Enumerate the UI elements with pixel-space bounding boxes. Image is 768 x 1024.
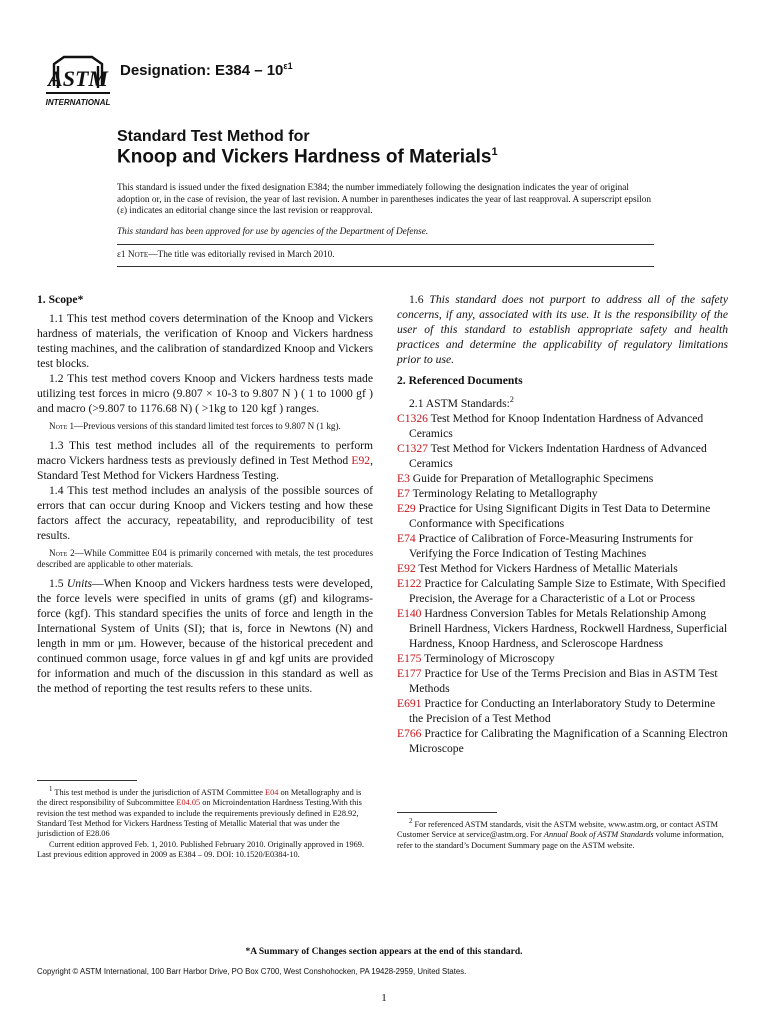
reference-item <box>397 531 728 561</box>
note-1: Note 1—Previous versions of this standard limited test forces to 9.807 N (1 kg). <box>49 421 341 431</box>
para-1-5: 1.5 Units—When Knoop and Vickers hardness tests were developed, the force levels were specified in units of grams (gf) and kilograms-force (kgf). This standard specifies the units of force and length in the International System of Units (SI); that is, force in Newtons (N) and length in mm or µm. However, because of the historical precedent and continued common usage, force values in gf and kgf units are provided for information and much of the discussion in this standard as well as the method of reporting the test results refers to these units. <box>37 576 373 695</box>
reference-code-link[interactable]: C1327 <box>397 441 428 455</box>
astm-standards-label: 2.1 ASTM Standards:$^2$ <box>409 395 514 410</box>
reference-list <box>397 411 728 756</box>
reference-title: Test Method for Knoop Indentation Hardness of Advanced Ceramics <box>409 411 704 440</box>
issuance-paragraph: This standard is issued under the fixed designation E384; the number immediately following the designation indicates the year of original adoption or, in the case of revision, the year of last revision. A number in parentheses indicates the year of last reapproval. A superscript epsilon (ε) indicates an editorial change since the last revision or reapproval. <box>117 183 652 216</box>
reference-item <box>397 441 728 471</box>
divider-bottom <box>117 266 654 267</box>
para-1-2: 1.2 This test method covers Knoop and Vickers hardness tests made utilizing test forces in micro (9.807 × 10-3 to 9.807 N ) ( 1 to 1000 gf ) and macro (>9.807 to 1176.68 N) ( >1kg to 120 kgf ) ranges. <box>37 372 373 415</box>
astm-logo <box>44 52 112 110</box>
reference-code-link[interactable]: E122 <box>397 576 422 590</box>
reference-title: Test Method for Vickers Indentation Hardness of Advanced Ceramics <box>409 441 707 470</box>
reference-title: Practice for Calibrating the Magnification of a Scanning Electron Microscope <box>409 726 728 755</box>
reference-code-link[interactable]: E177 <box>397 666 422 680</box>
divider-top <box>117 244 654 245</box>
reference-code-link[interactable]: E691 <box>397 696 422 710</box>
reference-item <box>397 471 728 486</box>
footnote-1: $^1$ This test method is under the jurisdiction of ASTM Committee E04 on Metallography and is the direct responsibility of Subcommittee E04.05 on Microindentation Hardness Testing.With this revision the test method was expanded to include the requirements previously defined in E28.92, Standard Test Method for Vickers Hardness Testing of Metallic Material that was under the jurisdiction of E28.06 Current edition approved Feb. 1, 2010. Published February 2010. Originally approved in 1969. Last previous edition approved in 2009 as E384 – 09. DOI: 10.1520/E0384-10. <box>37 785 373 861</box>
editorial-note: ε1 Note—The title was editorially revised in March 2010. <box>117 250 335 260</box>
page-number: 1 <box>381 992 387 1004</box>
right-column <box>397 292 728 756</box>
logo-text: ASTM <box>48 66 108 91</box>
reference-item <box>397 666 728 696</box>
reference-item <box>397 606 728 651</box>
reference-item <box>397 696 728 726</box>
reference-code-link[interactable]: E92 <box>397 561 416 575</box>
reference-code-link[interactable]: E74 <box>397 531 416 545</box>
reference-code-link[interactable]: E766 <box>397 726 422 740</box>
copyright: Copyright © ASTM International, 100 Barr Harbor Drive, PO Box C700, West Conshohocken, PA 19428-2959, United States. <box>37 967 467 976</box>
current-edition: Current edition approved Feb. 1, 2010. Published February 2010. Originally approved in 1969. Last previous edition approved in 2009 as E384 – 09. DOI: 10.1520/E0384-10. <box>37 839 365 860</box>
e04-link[interactable]: E04 <box>265 787 279 797</box>
reference-code-link[interactable]: C1326 <box>397 411 428 425</box>
reference-code-link[interactable]: E175 <box>397 651 422 665</box>
para-1-4: 1.4 This test method includes an analysis of the possible sources of errors that can occur during Knoop and Vickers testing and how these factors affect the accuracy, repeatability, and reproducibility of test results. <box>37 483 373 542</box>
reference-item <box>397 651 728 666</box>
reference-item <box>397 501 728 531</box>
footnote-2: $^2$ For referenced ASTM standards, visit the ASTM website, www.astm.org, or contact ASTM Customer Service at service@astm.org. For Annual Book of ASTM Standards volume information, refer to the standard’s Document Summary page on the ASTM website. <box>397 818 724 850</box>
reference-title: Practice for Using Significant Digits in Test Data to Determine Conformance with Specifications <box>409 501 711 530</box>
reference-title: Practice for Use of the Terms Precision and Bias in ASTM Test Methods <box>409 666 718 695</box>
logo-subtext: INTERNATIONAL <box>45 98 111 107</box>
reference-code-link[interactable]: E140 <box>397 606 422 620</box>
reference-title: Practice for Calculating Sample Size to Estimate, With Specified Precision, the Average for a Characteristic of a Lot or Process <box>409 576 726 605</box>
reference-item <box>397 411 728 441</box>
para-1-3: 1.3 This test method includes all of the requirements to perform macro Vickers hardness tests as previously defined in Test Method E92, Standard Test Method for Vickers Hardness Testing. <box>37 438 373 482</box>
reference-title: Practice of Calibration of Force-Measuring Instruments for Verifying the Force Indication of Testing Machines <box>409 531 693 560</box>
referenced-documents-heading: 2. Referenced Documents <box>397 374 523 387</box>
reference-title: Guide for Preparation of Metallographic Specimens <box>409 471 654 485</box>
reference-title: Hardness Conversion Tables for Metals Relationship Among Brinell Hardness, Vickers Hardness, Rockwell Hardness, Superficial Hardness, Knoop Hardness, and Scleroscope Hardness <box>409 606 728 650</box>
footnote-rule-left <box>37 780 137 781</box>
reference-title: Practice for Conducting an Interlaboratory Study to Determine the Precision of a Test Method <box>409 696 716 725</box>
summary-of-changes-note: *A Summary of Changes section appears at the end of this standard. <box>245 947 523 957</box>
note-2: Note 2—While Committee E04 is primarily concerned with metals, the test procedures described are applicable to other materials. <box>37 547 373 569</box>
left-column <box>37 292 373 696</box>
reference-title: Terminology of Microscopy <box>421 651 555 665</box>
dod-approval-note: This standard has been approved for use by agencies of the Department of Defense. <box>117 227 429 237</box>
reference-item <box>397 486 728 501</box>
footnote-rule-right <box>397 812 497 813</box>
title-line-2: Knoop and Vickers Hardness of Materials$^1$ <box>117 146 498 168</box>
reference-title: Terminology Relating to Metallography <box>409 486 598 500</box>
title-line-1: Standard Test Method for <box>117 128 310 145</box>
reference-code-link[interactable]: E7 <box>397 486 410 500</box>
reference-code-link[interactable]: E29 <box>397 501 416 515</box>
para-1-1: 1.1 This test method covers determination of the Knoop and Vickers hardness of materials, the verification of Knoop and Vickers hardness testing machines, and the calibration of standardized Knoop and Vickers test blocks. <box>37 312 373 370</box>
e92-link[interactable]: E92 <box>351 453 371 467</box>
designation: Designation: $E384 - 10^{\varepsilon 1}$ <box>120 61 293 79</box>
reference-item <box>397 561 728 576</box>
reference-item <box>397 576 728 606</box>
para-1-6: 1.6 This standard does not purport to address all of the safety concerns, if any, associated with its use. It is the responsibility of the user of this standard to establish appropriate safety and health practices and determine the applicability of regulatory limitations prior to use. <box>397 293 729 366</box>
reference-title: Test Method for Vickers Hardness of Metallic Materials <box>415 561 678 575</box>
reference-code-link[interactable]: E3 <box>397 471 410 485</box>
reference-item <box>397 726 728 756</box>
scope-heading: 1. Scope* <box>37 293 84 306</box>
e04-05-link[interactable]: E04.05 <box>176 798 201 808</box>
